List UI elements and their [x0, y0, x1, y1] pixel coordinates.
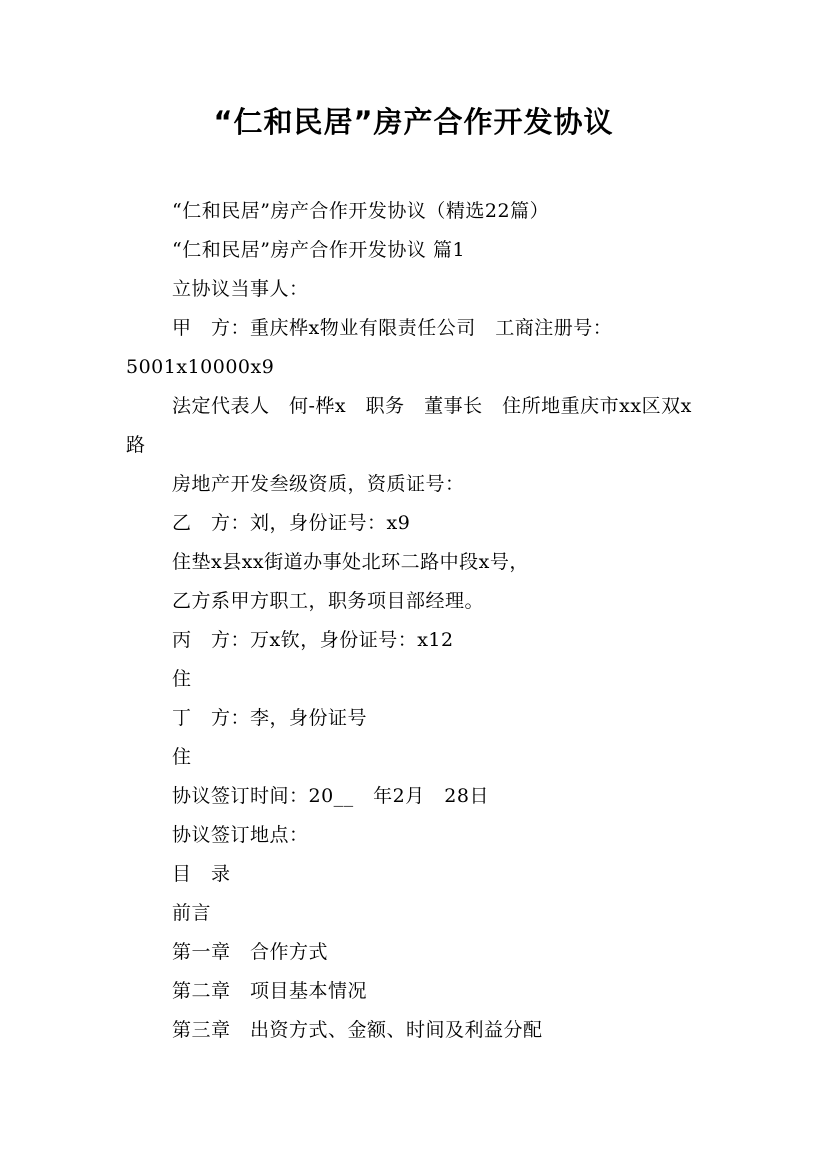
toc-item: 第一章 合作方式 [172, 941, 329, 963]
paragraph: 乙方系甲方职工，职务项目部经理。 [172, 590, 485, 612]
paragraph: 住 [172, 668, 192, 690]
toc-item: 第二章 项目基本情况 [172, 980, 368, 1002]
toc-item: 第三章 出资方式、金额、时间及利益分配 [172, 1019, 543, 1041]
document-title: “仁和民居”房产合作开发协议 [213, 105, 614, 139]
paragraph: 住 [172, 746, 192, 768]
paragraph: 丁 方：李，身份证号 [172, 707, 368, 729]
paragraph: “仁和民居”房产合作开发协议（精选22篇） [172, 200, 550, 222]
paragraph: 住垫x县xx街道办事处北环二路中段x号， [172, 551, 529, 573]
paragraph: 丙 方：万x钦，身份证号：x12 [172, 629, 454, 651]
paragraph: “仁和民居”房产合作开发协议 篇1 [172, 239, 466, 261]
paragraph: 甲 方：重庆桦x物业有限责任公司 工商注册号：5001x10000x9 [126, 317, 613, 378]
paragraph: 协议签订时间：20__ 年2月 28日 [172, 785, 489, 807]
toc-item: 前言 [172, 902, 212, 924]
toc-heading: 目 录 [172, 863, 231, 885]
paragraph: 法定代表人 何-桦x 职务 董事长 住所地重庆市xx区双x路 [126, 395, 692, 456]
paragraph: 乙 方：刘，身份证号：x9 [172, 512, 411, 534]
paragraph: 房地产开发叁级资质，资质证号： [172, 473, 465, 495]
paragraph: 协议签订地点： [172, 824, 309, 846]
paragraph: 立协议当事人： [172, 278, 309, 300]
document-body [126, 192, 706, 1050]
